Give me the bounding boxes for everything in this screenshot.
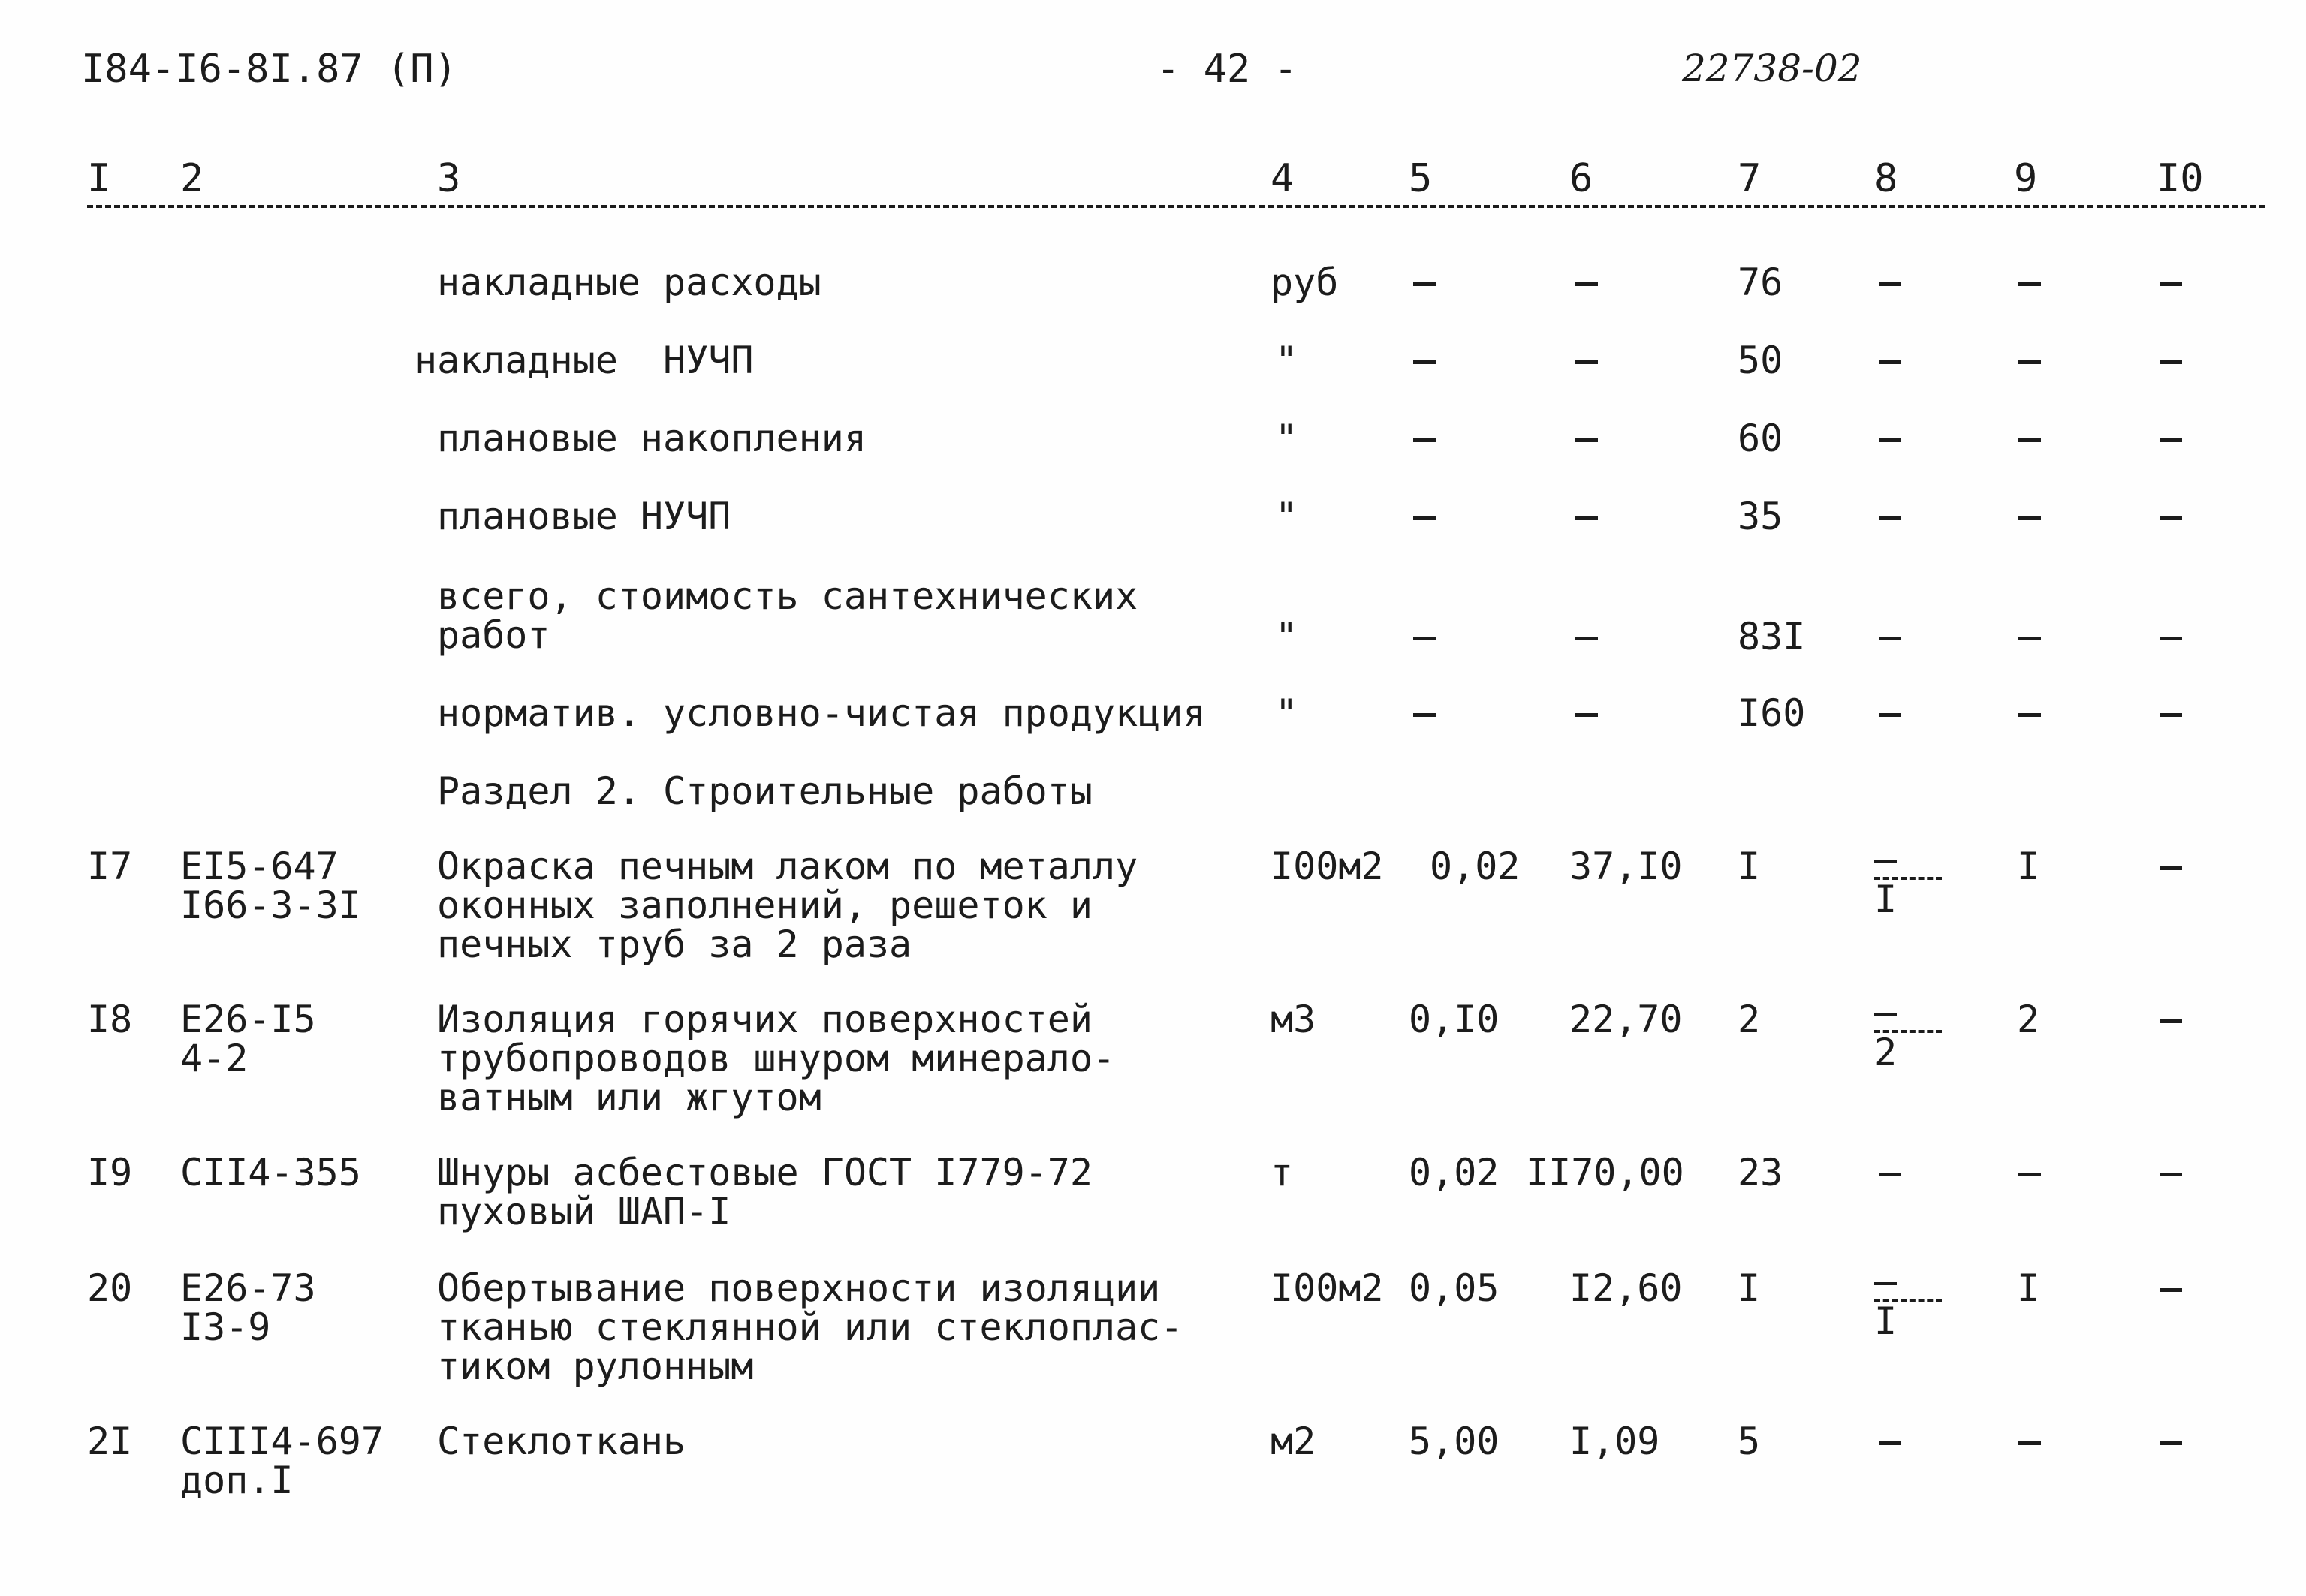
row-code: Е26-I5 4-2 [180,998,316,1080]
row-number: I8 [87,998,133,1041]
row-col9-dash [2018,713,2041,717]
row-unit: " [1275,691,1298,735]
fraction-denominator: 2 [1874,1031,1898,1074]
row-col10-dash [2160,1019,2182,1023]
document-code: I84-I6-8I.87 (П) [81,47,457,92]
row-unit: I00м2 [1271,1266,1384,1310]
row-qty-dash [1413,516,1436,520]
row-code: СIII4-697 доп.I [180,1420,384,1502]
column-header-8: 8 [1874,156,1898,201]
row-unit: м3 [1271,998,1316,1041]
column-header-9: 9 [2014,156,2038,201]
row-unit: " [1275,495,1298,538]
row-unit: м2 [1271,1420,1316,1463]
column-header-3: 3 [437,156,461,201]
row-description: Окраска печным лаком по металлу оконных заполнений, решеток и печных труб за 2 раза [437,845,1138,966]
row-col9-dash [2018,438,2041,442]
row-col10-dash [2160,1288,2182,1292]
row-col10-dash [2160,1441,2182,1445]
row-col8-dash [1879,438,1901,442]
row-total: 50 [1738,339,1783,382]
row-col10-dash [2160,1173,2182,1176]
row-qty-dash [1413,713,1436,717]
row-description: Шнуры асбестовые ГОСТ I779-72 пуховый ШАП-I [437,1151,1093,1233]
row-unit: " [1275,339,1298,382]
column-header-4: 4 [1271,156,1295,201]
row-description: всего, стоимость сантехнических работ [437,574,1138,657]
row-total: I [1738,845,1761,888]
row-price: 22,70 [1569,998,1683,1041]
row-col9-dash [2018,516,2041,520]
column-header-6: 6 [1569,156,1593,201]
row-total: 5 [1738,1420,1761,1463]
row-unit: " [1275,615,1298,658]
row-col10-dash [2160,866,2182,870]
row-total: 83I [1738,615,1806,658]
row-col8-dash [1879,360,1901,364]
row-col10-dash [2160,282,2182,286]
row-description: плановые НУЧП [437,495,731,538]
row-description: Стеклоткань [437,1420,686,1463]
row-qty: 0,02 [1430,845,1521,888]
row-qty: 0,I0 [1409,998,1500,1041]
row-code: ЕI5-647 I66-3-3I [180,845,361,927]
row-col9-dash [2018,1441,2041,1445]
header-rule [87,205,2265,208]
row-unit: т [1271,1151,1294,1194]
row-total: 2 [1738,998,1761,1041]
row-col9: I [2017,845,2040,888]
row-col8-dash [1879,713,1901,717]
row-total: 23 [1738,1151,1783,1194]
row-total: 60 [1738,417,1783,460]
row-code: Е26-73 I3-9 [180,1266,316,1349]
row-price-dash [1575,516,1598,520]
column-header-10: I0 [2157,156,2204,201]
row-qty: 0,02 [1409,1151,1500,1194]
row-unit: I00м2 [1271,845,1384,888]
row-number: 2I [87,1420,133,1463]
row-qty-dash [1413,438,1436,442]
row-total: I [1738,1266,1761,1310]
row-col8-dash [1879,1173,1901,1176]
row-description: накладные расходы [437,260,821,304]
row-col10-dash [2160,637,2182,640]
row-col9: I [2017,1266,2040,1310]
row-qty-dash [1413,360,1436,364]
row-qty-dash [1413,637,1436,640]
page-number: - 42 - [1156,47,1298,92]
column-header-2: 2 [180,156,204,201]
row-price: 37,I0 [1569,845,1683,888]
row-description: Обертывание поверхности изоляции тканью стеклянной или стеклоплас- тиком рулонным [437,1266,1183,1388]
row-col9-dash [2018,637,2041,640]
row-qty-dash [1413,282,1436,286]
row-price-dash [1575,637,1598,640]
row-col10-dash [2160,713,2182,717]
row-qty: 5,00 [1409,1420,1500,1463]
row-price-dash [1575,282,1598,286]
row-col9-dash [2018,282,2041,286]
row-col8-dash [1879,637,1901,640]
row-description: накладные НУЧП [414,339,754,382]
row-col8-dash [1879,1441,1901,1445]
row-price-dash [1575,438,1598,442]
row-total: I60 [1738,691,1806,735]
row-unit: руб [1271,260,1339,304]
row-col9: 2 [2017,998,2040,1041]
row-col8-dash [1879,516,1901,520]
row-col8-dash [1879,282,1901,286]
row-number: I9 [87,1151,133,1194]
column-header-5: 5 [1409,156,1433,201]
row-code: СII4-355 [180,1151,361,1194]
row-price: II70,00 [1526,1151,1684,1194]
row-price-dash [1575,360,1598,364]
row-col10-dash [2160,438,2182,442]
row-col9-dash [2018,1173,2041,1176]
row-number: 20 [87,1266,133,1310]
row-unit: " [1275,417,1298,460]
row-total: 35 [1738,495,1783,538]
fraction-denominator: I [1874,878,1898,921]
row-number: I7 [87,845,133,888]
row-description: Изоляция горячих поверхностей трубопроводов шнуром минерало- ватным или жгутом [437,998,1116,1119]
row-price-dash [1575,713,1598,717]
row-price: I2,60 [1569,1266,1683,1310]
row-qty: 0,05 [1409,1266,1500,1310]
row-description: норматив. условно-чистая продукция [437,691,1206,735]
row-total: 76 [1738,260,1783,304]
row-description: плановые накопления [437,417,867,460]
row-price: I,09 [1569,1420,1660,1463]
row-col10-dash [2160,516,2182,520]
column-header-7: 7 [1738,156,1762,201]
row-col9-dash [2018,360,2041,364]
fraction-denominator: I [1874,1299,1898,1343]
column-header-1: I [87,156,111,201]
document-number: 22738-02 [1682,47,1862,90]
section-title: Раздел 2. Строительные работы [437,769,1093,813]
row-col10-dash [2160,360,2182,364]
